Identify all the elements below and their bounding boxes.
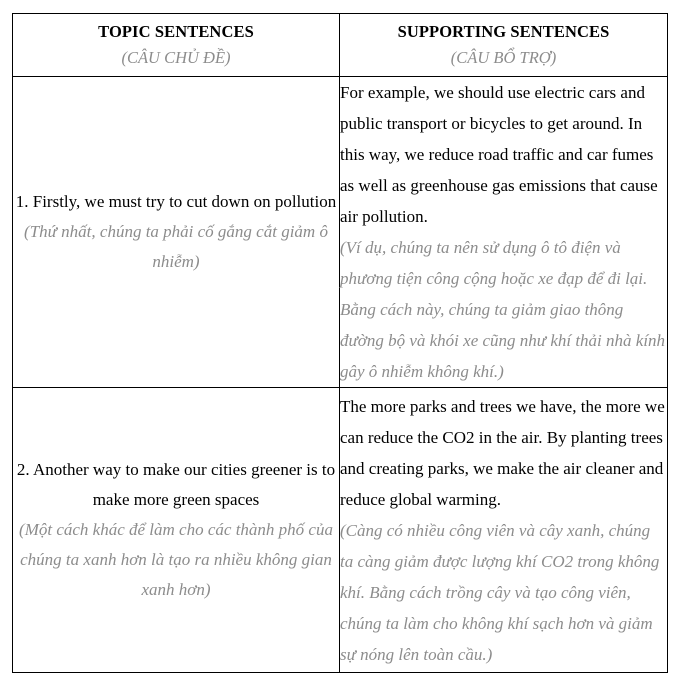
support-english-row-2: The more parks and trees we have, the more we can reduce the CO2 in the air. By planting trees and creating parks, we make the air cleaner and reduce global warming.: [340, 396, 665, 509]
support-cell-row-2: [340, 388, 668, 673]
support-vietnamese-row-1: (Ví dụ, chúng ta nên sử dụng ô tô điện và phương tiện công cộng hoặc xe đạp để đi lại. Bằng cách này, chúng ta giảm giao thông đường bộ và khói xe cũng như khí thải nhà kính gây ô nhiễm không khí.): [340, 238, 666, 381]
header-title-supporting-sentences: SUPPORTING SENTENCES: [397, 22, 610, 42]
support-cell-row-1: [340, 77, 668, 388]
topic-vietnamese-row-1: (Thứ nhất, chúng ta phải cố gắng cắt giảm ô nhiễm): [24, 222, 328, 271]
header-cell-supporting-sentences: [340, 14, 668, 77]
table-row: [13, 388, 668, 673]
support-vietnamese-row-2: (Càng có nhiều công viên và cây xanh, chúng ta càng giảm được lượng khí CO2 trong không khí. Bằng cách trồng cây và tạo công viên, chúng ta làm cho không khí sạch hơn và giảm sự nóng lên toàn cầu.): [340, 520, 660, 664]
support-english-row-1: For example, we should use electric cars and public transport or bicycles to get around. In this way, we reduce road traffic and car fumes as well as greenhouse gas emissions that cause air pollution.: [340, 83, 658, 226]
topic-supporting-sentences-table: [12, 13, 668, 673]
topic-english-row-2: 2. Another way to make our cities greener is to make more green spaces: [16, 460, 336, 509]
topic-cell-row-1: [13, 77, 340, 388]
topic-vietnamese-row-2: (Một cách khác để làm cho các thành phố của chúng ta xanh hơn là tạo ra nhiều không gian xanh hơn): [19, 520, 333, 599]
table-row: [13, 77, 668, 388]
topic-english-row-1: 1. Firstly, we must try to cut down on pollution: [15, 192, 337, 211]
topic-cell-row-2: [13, 388, 340, 673]
header-subtitle-topic-sentences: (CÂU CHỦ ĐỀ): [121, 48, 231, 67]
table-header-row: [13, 14, 668, 77]
header-cell-topic-sentences: [13, 14, 340, 77]
header-title-topic-sentences: TOPIC SENTENCES: [98, 22, 254, 42]
header-subtitle-supporting-sentences: (CÂU BỔ TRỢ): [450, 48, 557, 67]
